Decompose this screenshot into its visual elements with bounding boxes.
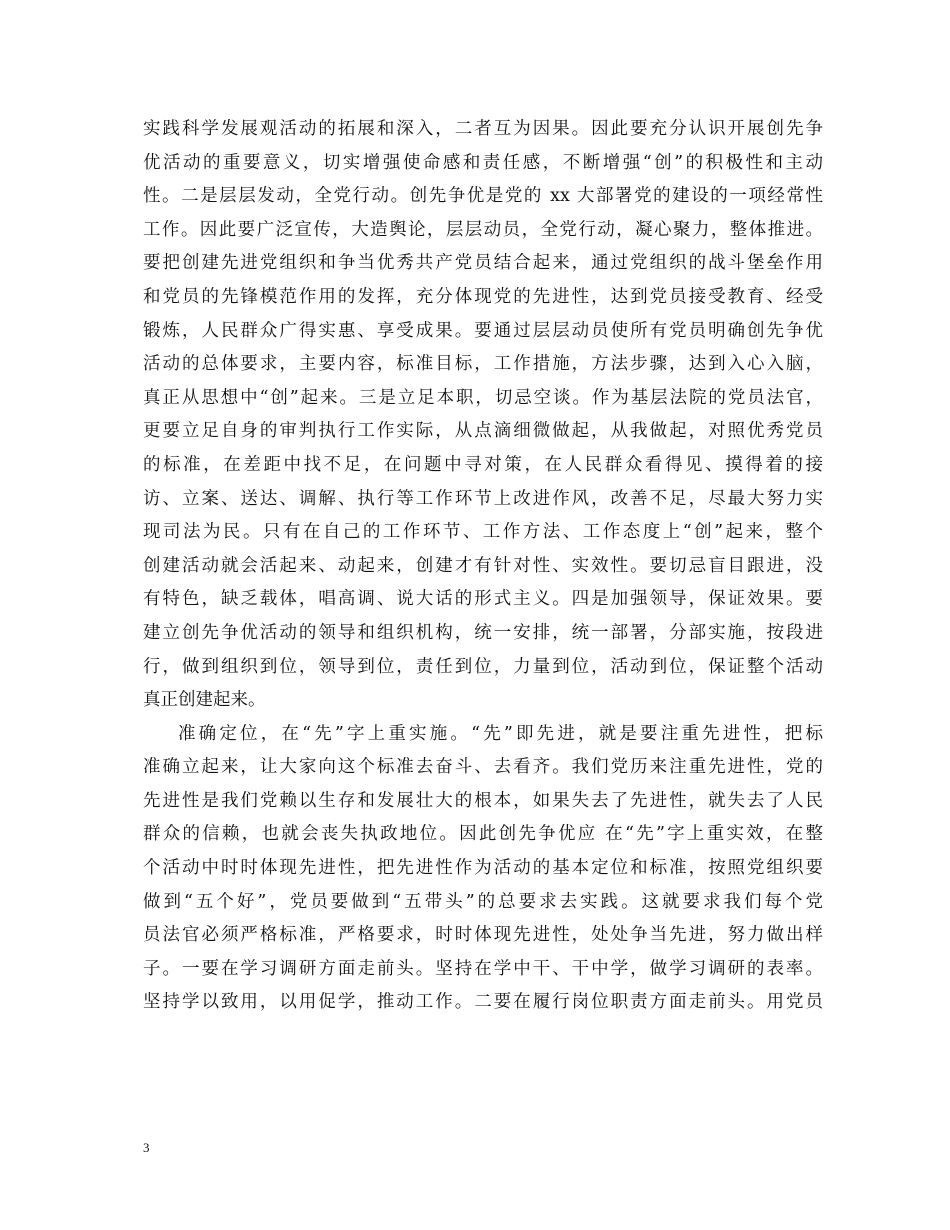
body-text xyxy=(143,113,823,1020)
text-line: 群众的信赖，也就会丧失执政地位。因此创先争优应 在“先”字上重实效，在整 xyxy=(143,824,823,845)
text-line: 工作。因此要广泛宣传，大造舆论，层层动员，全党行动，凝心聚力，整体推进。 xyxy=(143,219,823,240)
text-line: 员法官必须严格标准，严格要求，时时体现先进性，处处争当先进，努力做出样 xyxy=(143,925,823,946)
text-line: 坚持学以致用，以用促学，推动工作。二要在履行岗位职责方面走前头。用党员 xyxy=(143,992,823,1013)
paragraph-1 xyxy=(143,113,823,718)
text-line: 现司法为民。只有在自己的工作环节、工作方法、工作态度上“创”起来，整个 xyxy=(143,522,823,543)
text-line: 建立创先争优活动的领导和组织机构，统一安排，统一部署，分部实施，按段进 xyxy=(143,622,823,643)
text-line: 性。二是层层发动，全党行动。创先争优是党的 xx 大部署党的建设的一项经常性 xyxy=(143,186,823,207)
text-line: 准确定位，在“先”字上重实施。“先”即先进，就是要注重先进性，把标 xyxy=(178,723,823,744)
text-line: 行，做到组织到位，领导到位，责任到位，力量到位，活动到位，保证整个活动 xyxy=(143,656,823,677)
text-line: 个活动中时时体现先进性，把先进性作为活动的基本定位和标准，按照党组织要 xyxy=(143,858,823,879)
text-line: 真正创建起来。 xyxy=(143,690,266,711)
text-line: 准确立起来，让大家向这个标准去奋斗、去看齐。我们党历来注重先进性，党的 xyxy=(143,757,823,778)
text-line: 更要立足自身的审判执行工作实际，从点滴细微做起，从我做起，对照优秀党员 xyxy=(143,421,823,442)
text-line: 优活动的重要意义，切实增强使命感和责任感，不断增强“创”的积极性和主动 xyxy=(143,152,823,173)
page-number: 3 xyxy=(143,1140,150,1155)
text-line: 要把创建先进党组织和争当优秀共产党员结合起来，通过党组织的战斗堡垒作用 xyxy=(143,253,823,274)
text-line: 创建活动就会活起来、动起来，创建才有针对性、实效性。要切忌盲目跟进，没 xyxy=(143,555,823,576)
text-line: 做到“五个好”，党员要做到“五带头”的总要求去实践。这就要求我们每个党 xyxy=(143,891,823,912)
text-line: 的标准，在差距中找不足，在问题中寻对策，在人民群众看得见、摸得着的接 xyxy=(143,454,823,475)
paragraph-2 xyxy=(143,718,823,1020)
text-line: 和党员的先锋模范作用的发挥，充分体现党的先进性，达到党员接受教育、经受 xyxy=(143,286,823,307)
text-line: 访、立案、送达、调解、执行等工作环节上改进作风，改善不足，尽最大努力实 xyxy=(143,488,823,509)
text-line: 先进性是我们党赖以生存和发展壮大的根本，如果失去了先进性，就失去了人民 xyxy=(143,790,823,811)
text-line: 有特色，缺乏载体，唱高调、说大话的形式主义。四是加强领导，保证效果。要 xyxy=(143,589,823,610)
text-line: 子。一要在学习调研方面走前头。坚持在学中干、干中学，做学习调研的表率。 xyxy=(143,958,823,979)
text-line: 锻炼，人民群众广得实惠、享受成果。要通过层层动员使所有党员明确创先争优 xyxy=(143,320,823,341)
text-line: 真正从思想中“创”起来。三是立足本职，切忌空谈。作为基层法院的党员法官， xyxy=(143,387,823,408)
text-line: 实践科学发展观活动的拓展和深入，二者互为因果。因此要充分认识开展创先争 xyxy=(143,119,823,139)
text-line: 活动的总体要求，主要内容，标准目标，工作措施，方法步骤，达到入心入脑， xyxy=(143,354,823,375)
